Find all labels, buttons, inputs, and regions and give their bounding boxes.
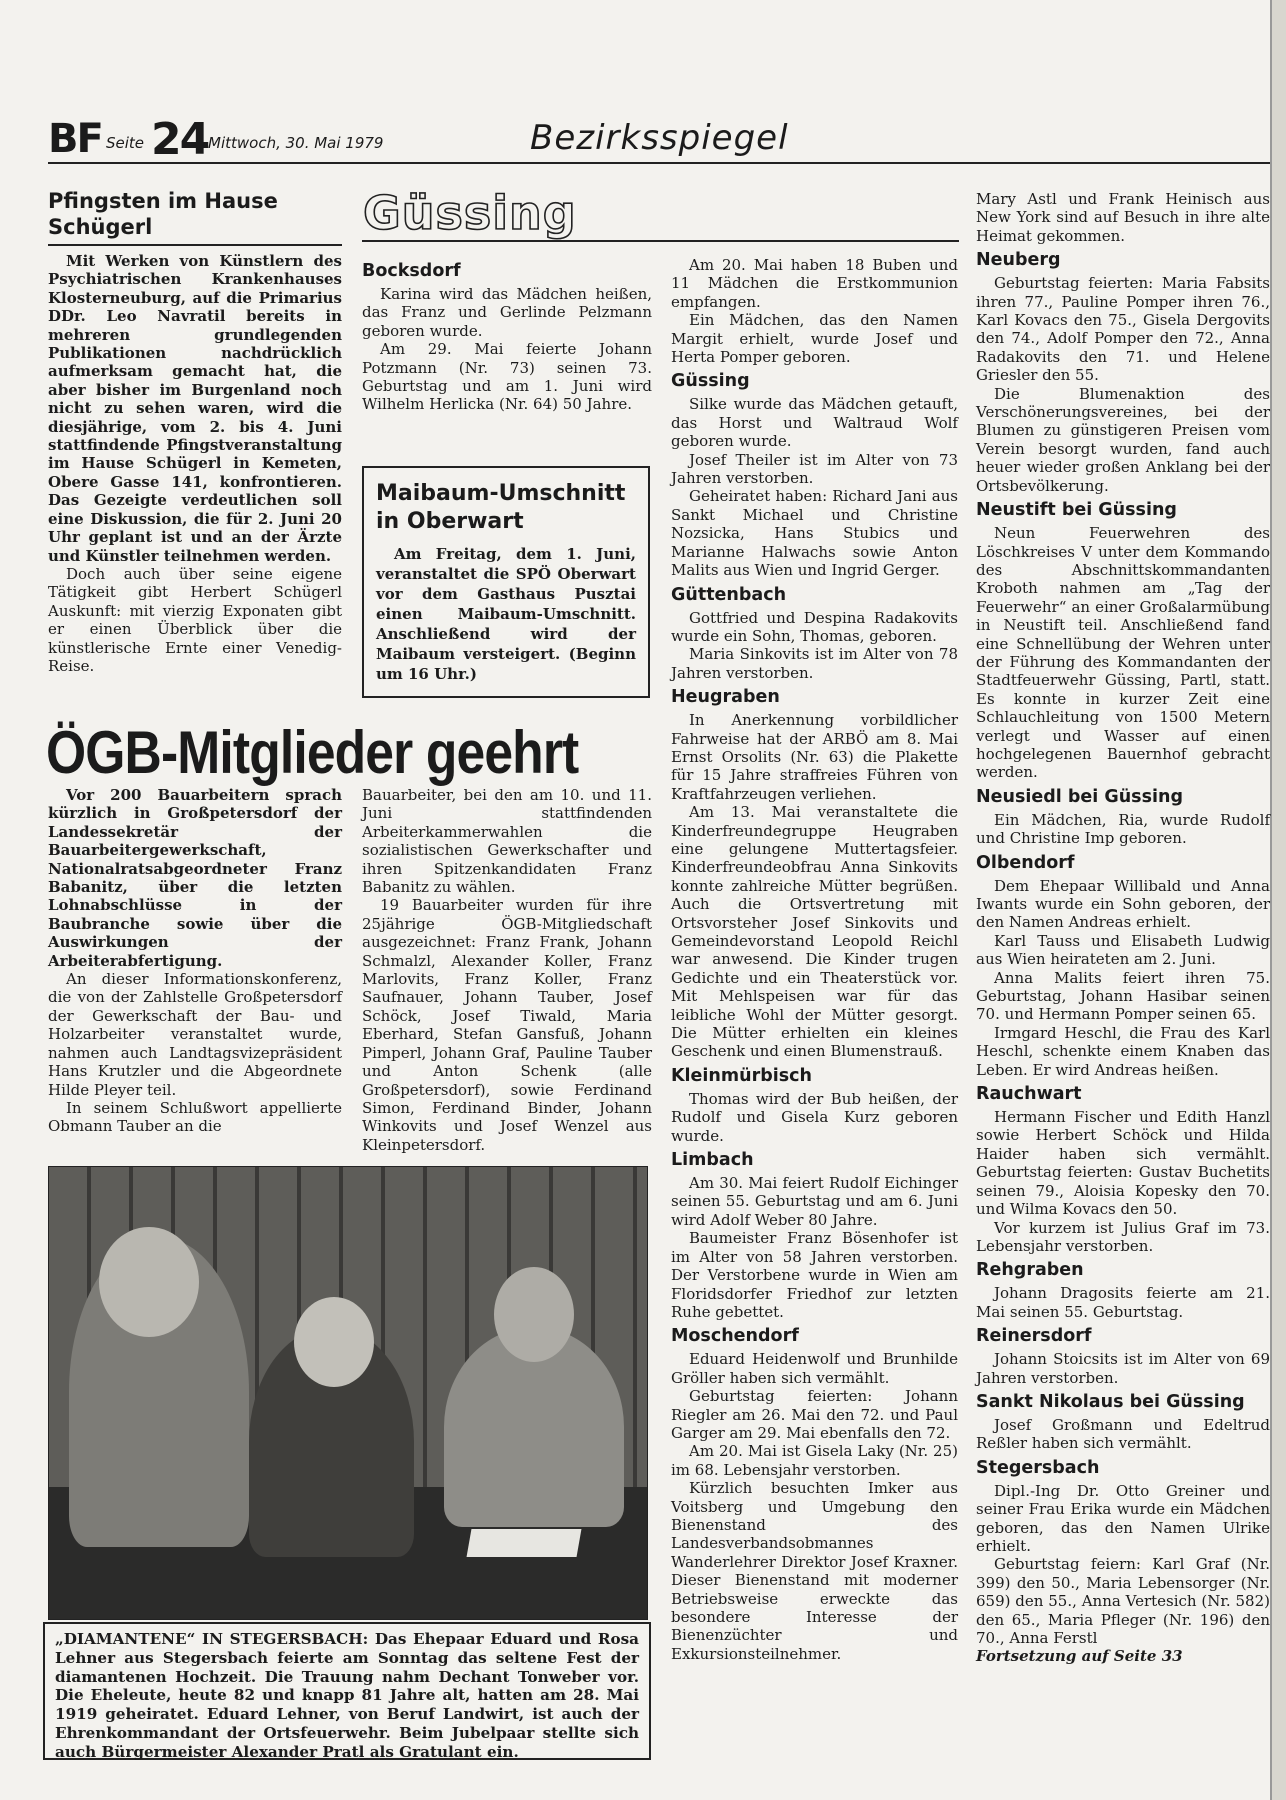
- place-heading: Stegersbach: [976, 1457, 1100, 1478]
- guessing-logo: Güssing: [363, 186, 577, 240]
- news-item: Irmgard Heschl, die Frau des Karl Heschl, schenkte einem Knaben das Leben. Er wird Andreas heißen.: [976, 1023, 1270, 1079]
- news-item: Karl Tauss und Elisabeth Ludwig aus Wien heirateten am 2. Juni.: [976, 931, 1270, 969]
- place-heading: Moschendorf: [671, 1326, 799, 1347]
- news-item: Die Blumenaktion des Verschönerungsvereines, bei der Blumen zu günstigeren Preisen vom Verein besorgt wurden, fand auch heuer wieder großen Anklang bei der Ortsbevölkerung.: [976, 384, 1270, 495]
- news-item: Johann Dragosits feierte am 21. Mai seinen 55. Geburtstag.: [976, 1284, 1270, 1321]
- news-item: Dem Ehepaar Willibald und Anna Iwants wurde ein Sohn geboren, der den Namen Andreas erhielt.: [976, 876, 1270, 932]
- news-item: Johann Stoicsits ist im Alter von 69 Jahren verstorben.: [976, 1350, 1270, 1387]
- article-paragraph: Doch auch über seine eigene Tätigkeit gibt Herbert Schügerl Auskunft: mit vierzig Exponaten gibt er einen Überblick über die künstlerische Ernte einer Venedig-Reise.: [48, 564, 342, 675]
- news-item: Anna Malits feiert ihren 75. Geburtstag, Johann Hasibar seinen 70. und Hermann Pomper seinen 65.: [976, 968, 1270, 1024]
- page-label: Seite: [106, 134, 145, 152]
- article-paragraph: 19 Bauarbeiter wurden für ihre 25jährige ÖGB-Mitgliedschaft ausgezeichnet: Franz Frank, Johann Schmalzl, Alexander Koller, Franz Marlovits, Franz Koller, Franz Saufnauer, Johann Tauber, Josef Schöck, Josef Tiwald, Maria Eberhard, Stefan Gansfuß, Johann Pimperl, Johann Graf, Pauline Tauber und Anton Schenk (alle Großpetersdorf), sowie Ferdinand Simon, Ferdinand Binder, Johann Winkovits und Josef Wenzel aus Kleinpetersdorf.: [362, 896, 652, 1154]
- place-heading: Rauchwart: [976, 1084, 1082, 1105]
- news-item: Am 20. Mai haben 18 Buben und 11 Mädchen die Erstkommunion empfangen.: [671, 256, 958, 311]
- boxed-article-maibaum: [362, 466, 650, 698]
- news-item: Vor kurzem ist Julius Graf im 73. Lebensjahr verstorben.: [976, 1218, 1270, 1255]
- section-title: Bezirksspiegel: [530, 118, 789, 158]
- article-lead: Mit Werken von Künstlern des Psychiatrischen Krankenhauses Klosterneuburg, auf die Primarius DDr. Leo Navratil bereits in mehreren grundlegenden Publikationen nachdrücklich aufmerksam gemacht hat, die aber bisher im Burgenland noch nicht zu sehen waren, wird die diesjährige, vom 2. bis 4. Juni stattfindende Pfingstveranstaltung im Hause Schügerl in Kemeten, Obere Gasse 141, konfrontieren. Das Gezeigte verdeutlichen soll eine Diskussion, die für 2. Juni 20 Uhr geplant ist und an der Ärzte und Künstler teilnehmen werden.: [48, 252, 342, 565]
- article-pfingsten: [48, 188, 342, 675]
- place-heading: Limbach: [671, 1150, 754, 1171]
- local-news-col4: [976, 190, 1270, 1666]
- place-heading: Olbendorf: [976, 852, 1075, 873]
- article-title: Pfingsten im Hause Schügerl: [48, 188, 342, 246]
- news-item: Kürzlich besuchten Imker aus Voitsberg und Umgebung den Bienenstand des Landesverbandsobmannes Wanderlehrer Direktor Josef Kraxner. Dieser Bienenstand mit moderner Betriebsweise erweckte das besondere Interesse der Bienenzüchter und Exkursionsteilnehmer.: [671, 1479, 958, 1663]
- main-headline: ÖGB-Mitglieder geehrt: [46, 719, 579, 786]
- local-news-col3: [671, 256, 958, 1663]
- local-news-bocksdorf: [362, 256, 652, 414]
- place-heading: Heugraben: [671, 687, 780, 708]
- news-item: Dipl.-Ing Dr. Otto Greiner und seiner Frau Erika wurde ein Mädchen geboren, das den Namen Ulrike erhielt.: [976, 1481, 1270, 1555]
- ogb-article-col1: [48, 786, 342, 1136]
- continuation-note[interactable]: Fortsetzung auf Seite 33: [976, 1647, 1183, 1666]
- news-item: Silke wurde das Mädchen getauft, das Horst und Waltraud Wolf geboren wurde.: [671, 395, 958, 451]
- place-heading: Rehgraben: [976, 1260, 1084, 1281]
- place-heading: Neusiedl bei Güssing: [976, 786, 1184, 807]
- news-item: Geburtstag feiern: Karl Graf (Nr. 399) den 50., Maria Lebensorger (Nr. 659) den 55., Anna Vertesich (Nr. 582) den 65., Maria Pfleger (Nr. 196) den 70., Anna Ferstl: [976, 1555, 1270, 1647]
- place-heading: Bocksdorf: [362, 261, 461, 281]
- place-heading: Sankt Nikolaus bei Güssing: [976, 1391, 1245, 1412]
- news-item: Neun Feuerwehren des Löschkreises V unter dem Kommando des Abschnittskommandanten Kroboth nahmen am „Tag der Feuerwehr“ an einer Großalarmübung in Neustift teil. Anschließend fand eine Schnellübung der Wehren unter der Führung des Kommandanten der Stadtfeuerwehr Güssing, Partl, statt. Es konnte in kurzer Zeit eine Schlauchleitung von 1500 Metern verlegt und Wasser auf einen hochgelegenen Bauernhof gebracht werden.: [976, 524, 1270, 782]
- news-item: Geburtstag feierten: Johann Riegler am 26. Mai den 72. und Paul Garger am 29. Mai ebenfalls den 72.: [671, 1387, 958, 1442]
- photo-caption: „DIAMANTENE“ IN STEGERSBACH: Das Ehepaar Eduard und Rosa Lehner aus Stegersbach feierte am Sonntag das seltene Fest der diamantenen Hochzeit. Die Trauung nahm Dechant Tonweber vor. Die Eheleute, heute 82 und knapp 81 Jahre alt, hatten am 28. Mai 1919 geheiratet. Eduard Lehner, von Beruf Landwirt, ist auch der Ehrenkommandant der Ortsfeuerwehr. Beim Jubelpaar stellte sich auch Bürgermeister Alexander Pratl als Gratulant ein.: [43, 1622, 651, 1760]
- photo-face-middle: [294, 1297, 374, 1387]
- article-paragraph: Bauarbeiter, bei den am 10. und 11. Juni stattfindenden Arbeiterkammerwahlen die sozialistischen Gewerkschafter und ihren Spitzenkandidaten Franz Babanitz zu wählen.: [362, 786, 652, 897]
- news-item: Karina wird das Mädchen heißen, das Franz und Gerlinde Pelzmann geboren wurde.: [362, 285, 652, 340]
- page-edge: [1270, 0, 1286, 1800]
- page-number: 24: [151, 114, 209, 165]
- photo-face-right: [494, 1267, 574, 1362]
- news-item: In Anerkennung vorbildlicher Fahrweise hat der ARBÖ am 8. Mai Ernst Orsolits (Nr. 63) die Plakette für 15 Jahre straffreies Führen von Kraftfahrzeugen verliehen.: [671, 711, 958, 803]
- place-heading: Neuberg: [976, 250, 1061, 271]
- issue-date: Mittwoch, 30. Mai 1979: [208, 134, 384, 152]
- article-paragraph: An dieser Informationskonferenz, die von der Zahlstelle Großpetersdorf der Gewerkschaft der Bau- und Holzarbeiter veranstaltet wurde, nahmen auch Landtagsvizepräsident Hans Krutzler und die Abgeordnete Hilde Pleyer teil.: [48, 970, 342, 1099]
- news-item: Geheiratet haben: Richard Jani aus Sankt Michael und Christine Nozsicka, Hans Stubics und Marianne Halwachs sowie Anton Malits aus Wien und Ingrid Gerger.: [671, 487, 958, 580]
- news-item: Thomas wird der Bub heißen, der Rudolf und Gisela Kurz geboren wurde.: [671, 1089, 958, 1145]
- news-item: Geburtstag feierten: Maria Fabsits ihren 77., Pauline Pomper ihren 76., Karl Kovacs den 75., Gisela Dergovits den 74., Adolf Pomper den 72., Anna Radakovits den 71. und Helene Griesler den 55.: [976, 274, 1270, 385]
- ogb-article-col2: [362, 786, 652, 1154]
- place-heading: Güssing: [671, 371, 750, 392]
- news-item: Maria Sinkovits ist im Alter von 78 Jahren verstorben.: [671, 645, 958, 682]
- place-heading: Neustift bei Güssing: [976, 500, 1177, 521]
- news-item: Eduard Heidenwolf und Brunhilde Gröller haben sich vermählt.: [671, 1350, 958, 1387]
- article-paragraph: In seinem Schlußwort appellierte Obmann Tauber an die: [48, 1098, 342, 1136]
- place-heading: Kleinmürbisch: [671, 1065, 812, 1086]
- news-item: Gottfried und Despina Radakovits wurde ein Sohn, Thomas, geboren.: [671, 608, 958, 645]
- news-item: Am 30. Mai feiert Rudolf Eichinger seinen 55. Geburtstag und am 6. Juni wird Adolf Weber 80 Jahre.: [671, 1174, 958, 1229]
- news-item: Josef Großmann und Edeltrud Reßler haben sich vermählt.: [976, 1415, 1270, 1453]
- place-heading: Reinersdorf: [976, 1326, 1092, 1347]
- news-item: Hermann Fischer und Edith Hanzl sowie Herbert Schöck und Hilda Haider haben sich vermählt. Geburtstag feierten: Gustav Buchetits seinen 79., Aloisia Kopesky den 70. und Wilma Kovacs den 50.: [976, 1108, 1270, 1219]
- news-photo: [48, 1166, 648, 1620]
- page-header: [48, 112, 1270, 164]
- news-item: Baumeister Franz Bösenhofer ist im Alter von 58 Jahren verstorben. Der Verstorbene wurde in Wien am Floridsdorfer Friedhof zur letzten Ruhe gebettet.: [671, 1229, 958, 1321]
- news-item: Josef Theiler ist im Alter von 73 Jahren verstorben.: [671, 450, 958, 488]
- place-heading: Güttenbach: [671, 584, 787, 605]
- news-item: Am 20. Mai ist Gisela Laky (Nr. 25) im 68. Lebensjahr verstorben.: [671, 1442, 958, 1479]
- news-item: Am 13. Mai veranstaltete die Kinderfreundegruppe Heugraben eine gelungene Muttertagsfeier. Kinderfreundeobfrau Anna Sinkovits konnte zahlreiche Mütter begrüßen. Auch die Ortsvertretung mit Ortsvorsteher Josef Sinkovits und Gemeindevorstand Leopold Reichl war anwesend. Die Kinder trugen Gedichte und ein Theaterstück vor. Mit Mehlspeisen war für das leibliche Wohl der Mütter gesorgt. Die Mütter erhielten ein kleines Geschenk und einen Blumenstrauß.: [671, 803, 958, 1061]
- news-item: Ein Mädchen, das den Namen Margit erhielt, wurde Josef und Herta Pomper geboren.: [671, 311, 958, 367]
- box-title: Maibaum-Umschnitt in Oberwart: [376, 481, 626, 534]
- section-rule: [362, 240, 959, 242]
- news-item: Mary Astl und Frank Heinisch aus New York sind auf Besuch in ihre alte Heimat gekommen.: [976, 190, 1270, 245]
- box-text: Am Freitag, dem 1. Juni, veranstaltet die SPÖ Oberwart vor dem Gasthaus Pusztai einen Maibaum-Umschnitt. Anschließend wird der Maibaum versteigert. (Beginn um 16 Uhr.): [376, 545, 636, 683]
- news-item: Am 29. Mai feierte Johann Potzmann (Nr. 73) seinen 73. Geburtstag und am 1. Juni wird Wilhelm Herlicka (Nr. 64) 50 Jahre.: [362, 340, 652, 414]
- article-lead: Vor 200 Bauarbeitern sprach kürzlich in Großpetersdorf der Landessekretär der Bauarbeitergewerkschaft, Nationalratsabgeordneter Franz Babanitz, über die letzten Lohnabschlüsse in der Baubranche sowie über die Auswirkungen der Arbeiterabfertigung.: [48, 786, 342, 970]
- photo-face-left: [99, 1227, 199, 1337]
- photo-card: [467, 1529, 582, 1557]
- paper-logo: BF: [48, 116, 102, 162]
- news-item: Ein Mädchen, Ria, wurde Rudolf und Christine Imp geboren.: [976, 810, 1270, 848]
